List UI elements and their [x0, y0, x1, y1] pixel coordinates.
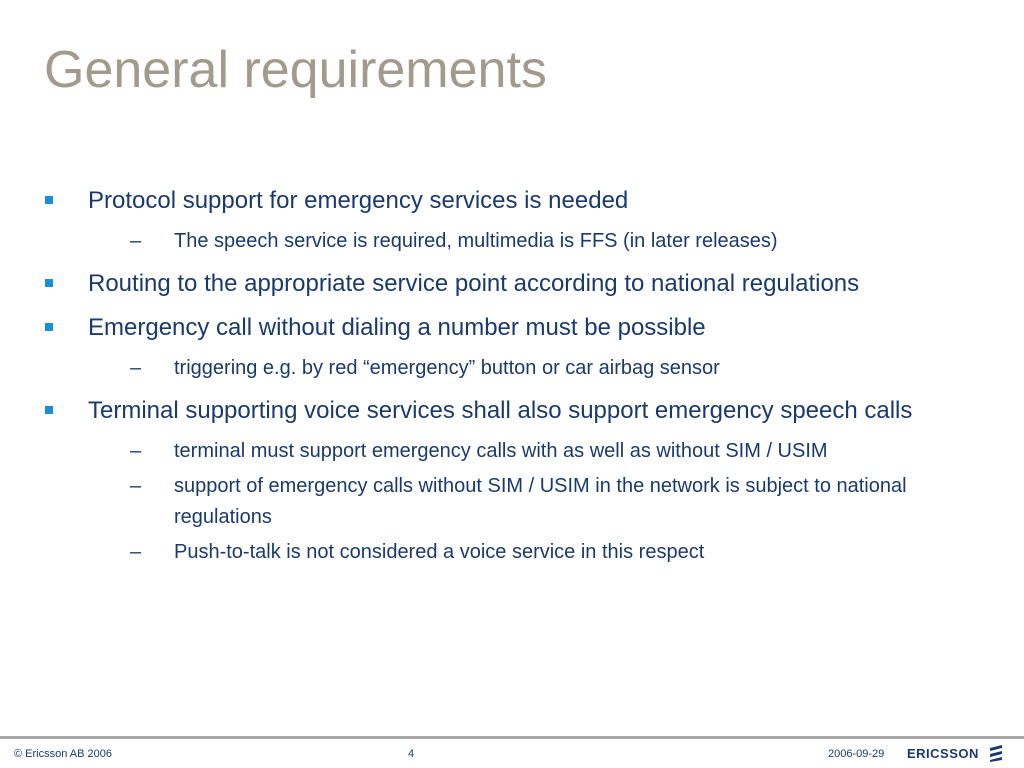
square-bullet-icon — [45, 279, 53, 287]
sub-bullet-text: The speech service is required, multimedia is FFS (in later releases) — [174, 230, 778, 252]
slide-title: General requirements — [44, 41, 547, 99]
bullet-item — [0, 184, 918, 218]
bullet-group-2 — [0, 267, 1024, 301]
page-number: 4 — [408, 748, 415, 760]
sub-bullet-text: triggering e.g. by red “emergency” button or car airbag sensor — [174, 357, 720, 379]
square-bullet-icon — [45, 323, 53, 331]
dash-bullet: – — [130, 357, 142, 379]
bullet-item — [0, 267, 918, 301]
bullet-text: Routing to the appropriate service point according to national regulations — [88, 270, 860, 297]
bullet-group-4 — [0, 394, 1024, 568]
bullet-item — [0, 394, 918, 428]
sub-bullet-item — [0, 436, 934, 467]
sub-bullet-text: Push-to-talk is not considered a voice service in this respect — [174, 541, 705, 563]
sub-bullet-item — [0, 471, 934, 533]
bullet-text: Terminal supporting voice services shall also support emergency speech calls — [88, 397, 913, 424]
bullet-text: Emergency call without dialing a number must be possible — [88, 314, 706, 341]
bullet-text: Protocol support for emergency services is needed — [88, 187, 629, 214]
slide-footer — [0, 746, 1024, 764]
bullet-group-3 — [0, 311, 1024, 384]
sub-bullet-item — [0, 537, 934, 568]
slide-content — [0, 184, 1024, 578]
dash-bullet: – — [130, 440, 142, 462]
dash-bullet: – — [130, 541, 142, 563]
footer-copyright: © Ericsson AB 2006 — [14, 748, 112, 760]
square-bullet-icon — [45, 196, 53, 204]
dash-bullet: – — [130, 230, 142, 252]
square-bullet-icon — [45, 406, 53, 414]
sub-bullet-text: terminal must support emergency calls with as well as without SIM / USIM — [174, 440, 828, 462]
ericsson-logo-text: ERICSSON — [907, 746, 979, 761]
bullet-group-1 — [0, 184, 1024, 257]
ericsson-logo-icon — [988, 744, 1004, 762]
sub-bullet-text: support of emergency calls without SIM / USIM in the network is subject to national regulations — [174, 475, 907, 528]
sub-bullet-item — [0, 353, 934, 384]
bullet-item — [0, 311, 918, 345]
dash-bullet: – — [130, 475, 142, 497]
footer-divider — [0, 736, 1024, 739]
sub-bullet-item — [0, 226, 934, 257]
footer-date: 2006-09-29 — [828, 748, 885, 760]
